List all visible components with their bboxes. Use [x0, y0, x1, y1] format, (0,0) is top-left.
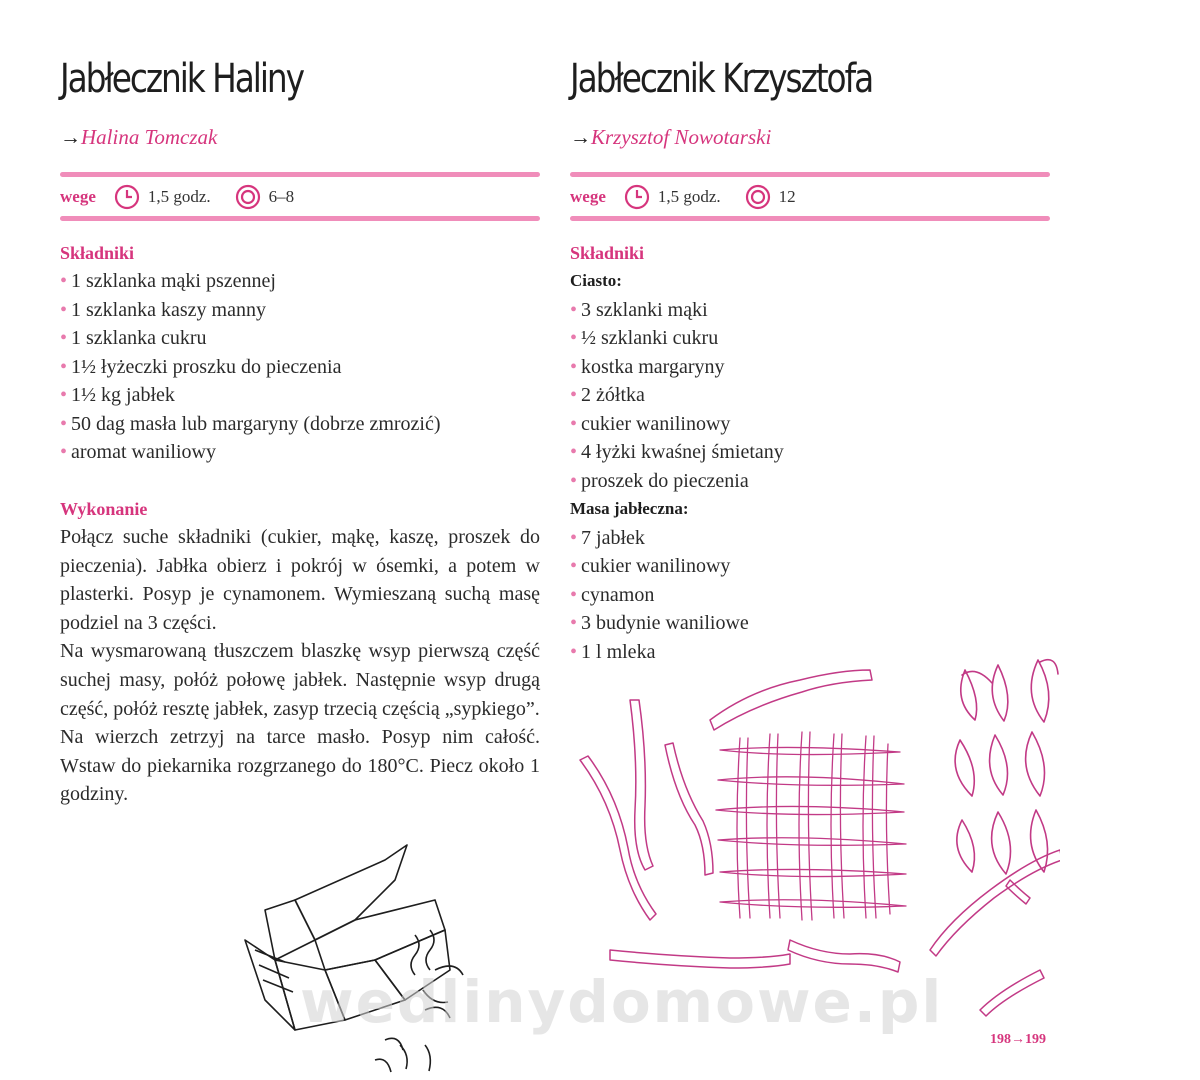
arrow-icon: →: [570, 125, 591, 149]
ingredients-heading: Składniki: [570, 243, 645, 263]
recipe-meta: [60, 183, 294, 211]
recipe-title: Jabłecznik Haliny: [60, 56, 304, 102]
tag-badge: wege: [570, 187, 606, 206]
list-item: • cukier wanilinowy: [570, 412, 731, 435]
divider: [60, 172, 540, 177]
list-item: • 2 żółtka: [570, 384, 645, 406]
list-item: • proszek do pieczenia: [570, 469, 749, 492]
servings: 12: [778, 187, 796, 206]
arrow-icon: →: [60, 125, 81, 149]
list-item: • cynamon: [570, 583, 655, 606]
divider: [570, 172, 1050, 177]
divider: [570, 216, 1050, 221]
list-item: • cukier wanilinowy: [570, 555, 731, 577]
list-item: • 1 szklanka mąki pszennej: [60, 270, 276, 292]
recipe-author: [60, 125, 217, 150]
ingredients-heading: Składniki: [60, 243, 135, 263]
list-item: • 7 jabłek: [570, 526, 645, 549]
method-heading: Wykonanie: [60, 499, 148, 519]
tag-badge: wege: [60, 187, 96, 206]
recipe-title: Jabłecznik Krzysztofa: [570, 56, 873, 102]
servings: 6–8: [268, 187, 295, 206]
list-item: • 4 łyżki kwaśnej śmietany: [570, 441, 784, 463]
clock-icon: [624, 184, 650, 210]
list-item: • 1 szklanka cukru: [60, 327, 207, 349]
author-name: Halina Tomczak: [81, 125, 218, 149]
list-item: • 1½ kg jabłek: [60, 384, 175, 406]
page-numbers: 198→199: [990, 1032, 1046, 1047]
servings-icon: [235, 184, 261, 210]
clock-icon: [114, 184, 140, 210]
divider: [60, 216, 540, 221]
lattice-apple-illustration: [570, 650, 1060, 1020]
list-item: • ½ szklanki cukru: [570, 327, 719, 349]
prep-time: 1,5 godz.: [657, 187, 721, 206]
prep-time: 1,5 godz.: [147, 187, 211, 206]
list-item: • 1 l mleka: [570, 640, 656, 663]
method-text: [60, 523, 540, 809]
butter-grater-illustration: [235, 840, 475, 1080]
list-item: • 3 szklanki mąki: [570, 298, 708, 321]
subsection-title: Ciasto:: [570, 271, 622, 290]
ingredients-list: [60, 267, 441, 467]
list-item: • 3 budynie waniliowe: [570, 612, 749, 634]
watermark: wedlinydomowe.pl: [300, 968, 944, 1036]
method-paragraph: Na wierzch zetrzyj na tarce masło. Posyp nim całość. Wstaw do piekarnika rozgrzanego do 180°C. Piecz około 1 godziny.: [60, 726, 540, 806]
recipe-meta: [570, 183, 796, 211]
list-item: • 50 dag masła lub margaryny (dobrze zmrozić): [60, 412, 441, 435]
servings-icon: [745, 184, 771, 210]
list-item: • kostka margaryny: [570, 355, 725, 378]
method-paragraph: Połącz suche składniki (cukier, mąkę, kaszę, proszek do pieczenia). Jabłka obierz i pokrój w ósemki, a potem w plasterki. Posyp je cynamonem. Wymieszaną suchą masę podziel na 3 części.: [60, 526, 540, 634]
list-item: • aromat waniliowy: [60, 441, 216, 463]
subsection-title: Masa jabłeczna:: [570, 499, 689, 518]
list-item: • 1 szklanka kaszy manny: [60, 298, 266, 321]
list-item: • 1½ łyżeczki proszku do pieczenia: [60, 355, 342, 378]
author-name: Krzysztof Nowotarski: [591, 125, 772, 149]
recipe-author: [570, 125, 771, 150]
ingredients-list: [570, 267, 784, 666]
method-paragraph: Na wysmarowaną tłuszczem blaszkę wsyp pierwszą część suchej masy, połóż połowę jabłek. Następnie wsyp drugą część, połóż resztę jabłek, zasyp trzecią częścią „sypkiego”.: [60, 640, 540, 720]
